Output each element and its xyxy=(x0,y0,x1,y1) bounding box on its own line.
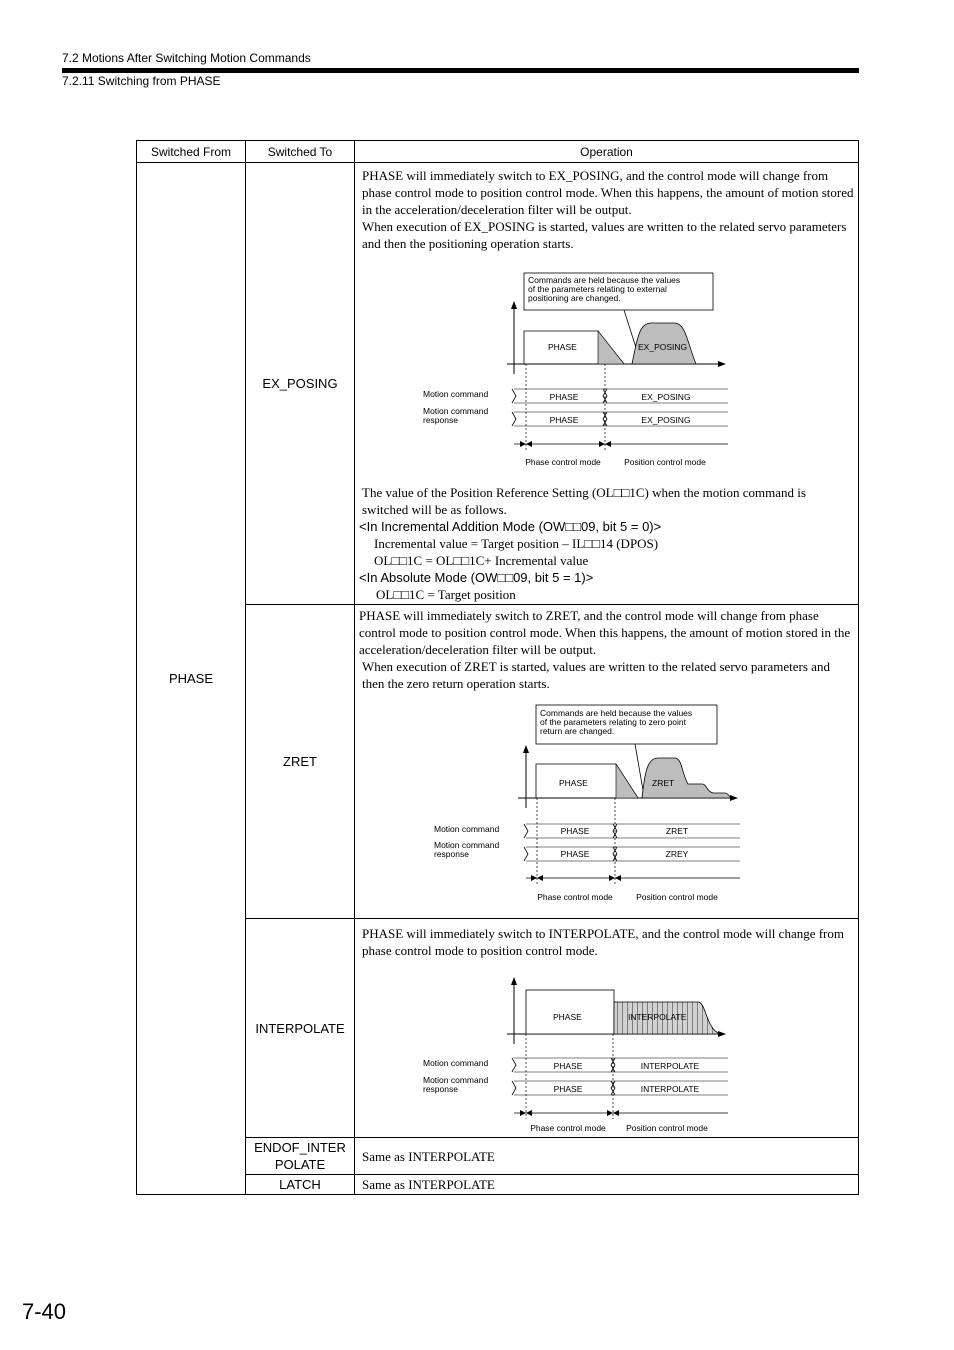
motion-response-label-2: response xyxy=(423,414,458,425)
ex-posing-para-2: When execution of EX_POSING is started, values are written to the related servo parameters and then the positioning operation starts. xyxy=(362,218,847,251)
phase-area-label: PHASE xyxy=(553,1011,582,1022)
mc-phase-text: PHASE xyxy=(560,826,590,836)
decel-area xyxy=(598,331,624,364)
zret-timing-diagram xyxy=(362,692,852,918)
operation-zret xyxy=(355,605,859,919)
col-header-operation: Operation xyxy=(355,141,859,163)
motion-response-label-1: Motion command xyxy=(423,1074,489,1085)
zret-para-2: When execution of ZRET is started, values are written to the related servo parameters and then the zero return operation starts. xyxy=(362,659,830,691)
note-line-3: positioning are changed. xyxy=(528,292,621,303)
mode-arrow-3 xyxy=(599,441,605,447)
note-line-3: return are changed. xyxy=(540,726,615,736)
mr-new-text: INTERPOLATE xyxy=(640,1083,700,1094)
motion-response-label-1: Motion command xyxy=(434,840,500,850)
new-area-label: ZRET xyxy=(652,778,675,788)
phase-area-label: PHASE xyxy=(559,778,588,788)
x-axis-arrow xyxy=(718,361,726,367)
table-row xyxy=(137,163,859,605)
operation-ex-posing xyxy=(355,163,859,605)
table-row xyxy=(137,1138,859,1175)
table-row xyxy=(137,1175,859,1195)
motion-command-label: Motion command xyxy=(423,388,489,399)
table-row xyxy=(137,605,859,919)
mode-arrow-4 xyxy=(615,875,621,881)
endof-label-line-1: ENDOF_INTER xyxy=(254,1140,346,1155)
operation-interpolate xyxy=(355,919,859,1138)
motion-command-label: Motion command xyxy=(423,1057,489,1068)
ex-posing-timing-diagram xyxy=(362,252,852,484)
section-header: 7.2 Motions After Switching Motion Commands xyxy=(62,51,311,65)
position-mode-label: Position control mode xyxy=(624,456,706,467)
switched-to-interpolate: INTERPOLATE xyxy=(246,919,355,1138)
decel-area xyxy=(616,764,638,798)
note-line-2: of the parameters relating to zero point xyxy=(540,717,686,727)
mc-new-text: INTERPOLATE xyxy=(640,1060,700,1071)
mode-arrow-1 xyxy=(520,1110,526,1116)
mode-arrow-2 xyxy=(526,1110,532,1116)
mode-arrow-4 xyxy=(605,441,611,447)
header-rule xyxy=(62,68,859,73)
page-number: 7-40 xyxy=(22,1299,67,1324)
ex-posing-para-1: PHASE will immediately switch to EX_POSING, and the control mode will change from phase control mode to position control mode. When this happens, the amount of motion stored in the acceleration/deceleration filter will be output. xyxy=(362,167,854,217)
position-mode-label: Position control mode xyxy=(636,892,718,902)
col-header-from: Switched From xyxy=(137,141,246,163)
mode-arrow-1 xyxy=(531,875,537,881)
phase-area-label: PHASE xyxy=(548,341,577,352)
latch-operation-text: Same as INTERPOLATE xyxy=(362,1177,495,1192)
position-mode-label: Position control mode xyxy=(626,1122,708,1133)
mode-arrow-4 xyxy=(613,1110,619,1116)
mode-arrow-3 xyxy=(607,1110,613,1116)
absolute-mode-heading: <In Absolute Mode (OW□□09, bit 5 = 1)> xyxy=(359,569,594,585)
mc-new-text: EX_POSING xyxy=(641,391,691,402)
operation-endof-interpolate xyxy=(355,1138,859,1175)
interpolate-timing-diagram xyxy=(362,959,852,1134)
table-row xyxy=(137,919,859,1138)
subsection-header: 7.2.11 Switching from PHASE xyxy=(62,74,221,88)
new-area-label: INTERPOLATE xyxy=(628,1011,687,1022)
mr-phase-text: PHASE xyxy=(549,414,579,425)
ex-posing-para-3: The value of the Position Reference Setting (OL□□1C) when the motion command is switched will be as follows. xyxy=(362,484,806,517)
motion-command-label: Motion command xyxy=(434,824,500,834)
mode-arrow-2 xyxy=(526,441,532,447)
switched-to-latch: LATCH xyxy=(246,1175,355,1195)
incremental-mode-heading: <In Incremental Addition Mode (OW□□09, bit 5 = 0)> xyxy=(359,518,662,534)
switched-to-ex-posing: EX_POSING xyxy=(246,163,355,605)
mr-phase-text: PHASE xyxy=(560,849,590,859)
mc-new-text: ZRET xyxy=(665,826,689,836)
operation-latch xyxy=(355,1175,859,1195)
note-pointer xyxy=(635,744,644,796)
mr-new-text: EX_POSING xyxy=(641,414,691,425)
motion-response-label-1: Motion command xyxy=(423,405,489,416)
motion-response-label-2: response xyxy=(423,1083,458,1094)
col-header-to: Switched To xyxy=(246,141,355,163)
phase-mode-label: Phase control mode xyxy=(537,892,613,902)
table-header-row xyxy=(137,141,859,163)
switched-to-zret: ZRET xyxy=(246,605,355,919)
phase-mode-label: Phase control mode xyxy=(525,456,601,467)
interpolate-para-1: PHASE will immediately switch to INTERPOLATE, and the control mode will change from phase control mode to position control mode. xyxy=(362,925,845,958)
switched-from-cell: PHASE xyxy=(137,163,246,1195)
y-axis-arrow xyxy=(511,301,517,309)
absolute-line-1: OL□□1C = Target position xyxy=(376,586,516,602)
zret-para-1: PHASE will immediately switch to ZRET, and the control mode will change from phase control mode to position control mode. When this happens, the amount of motion stored in the acceleration/deceleration filter will be output. xyxy=(359,608,851,657)
phase-mode-label: Phase control mode xyxy=(530,1122,606,1133)
incremental-line-1: Incremental value = Target position – IL□□14 (DPOS) xyxy=(374,535,659,551)
motion-response-label-2: response xyxy=(434,849,469,859)
note-line-2: of the parameters relating to external xyxy=(528,283,667,294)
mode-arrow-2 xyxy=(537,875,543,881)
mode-arrow-3 xyxy=(609,875,615,881)
switched-to-endof-interpolate xyxy=(246,1138,355,1175)
endof-operation-text: Same as INTERPOLATE xyxy=(362,1148,495,1164)
new-area-label: EX_POSING xyxy=(638,341,688,352)
mode-arrow-1 xyxy=(520,441,526,447)
endof-label-line-2: POLATE xyxy=(274,1157,326,1172)
note-line-1: Commands are held because the values xyxy=(528,274,681,285)
note-line-1: Commands are held because the values xyxy=(540,708,693,718)
y-axis-arrow xyxy=(511,977,517,985)
mr-new-text: ZREY xyxy=(665,849,689,859)
incremental-line-2: OL□□1C = OL□□1C+ Incremental value xyxy=(374,552,589,568)
mc-phase-text: PHASE xyxy=(549,391,579,402)
mr-phase-text: PHASE xyxy=(553,1083,583,1094)
switching-table xyxy=(136,140,859,1195)
y-axis-arrow xyxy=(523,745,529,753)
mc-phase-text: PHASE xyxy=(553,1060,583,1071)
